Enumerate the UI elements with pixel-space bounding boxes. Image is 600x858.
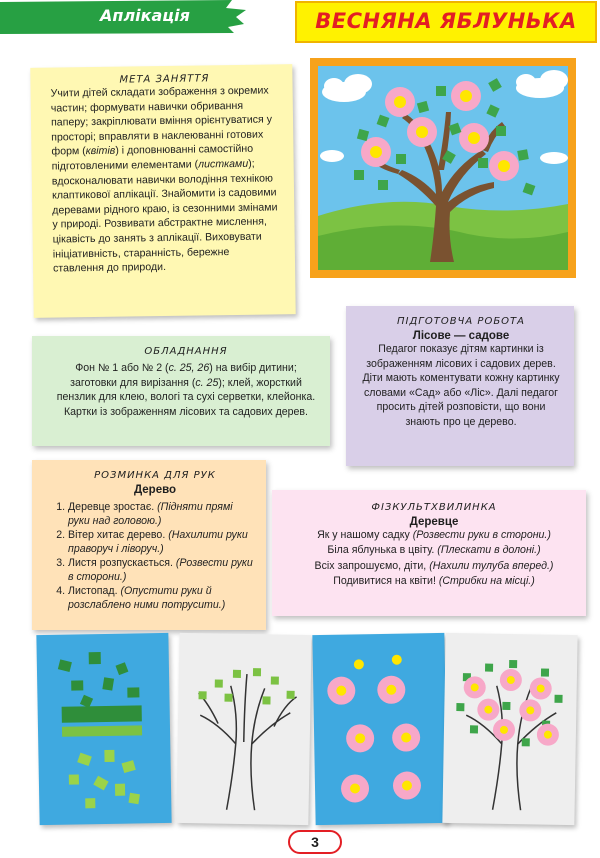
warmup-list bbox=[54, 500, 256, 612]
step-image-4 bbox=[442, 633, 577, 825]
prep-text: Педагог показує дітям картинки із зображенням лісових і садових дерев. Діти мають коментувати кожну картинку словами «Сад» або «Ліс». Далі педагог просить дітей розповісти, що вони знають про це дерево. bbox=[362, 343, 560, 428]
list-item: 2. Вітер хитає дерево. (Нахилити руки праворуч і ліворуч.) bbox=[68, 528, 256, 556]
list-item: 3. Листя розпускається. (Розвести руки в сторони.) bbox=[68, 556, 256, 584]
phys-line: Подивитися на квіти! (Стрибки на місці.) bbox=[333, 575, 535, 588]
equipment-heading: ОБЛАДНАННЯ bbox=[144, 346, 228, 357]
phys-line: Як у нашому садку (Розвести руки в сторони.) bbox=[317, 529, 551, 541]
apple-tree-illustration-frame bbox=[310, 58, 576, 278]
step-image-3 bbox=[312, 633, 447, 825]
physical-exercise-card bbox=[272, 490, 586, 616]
page-number: 3 bbox=[311, 834, 319, 850]
equipment-text: Фон № 1 або № 2 (с. 25, 26) на вибір дитини; заготовки для вирізання (с. 25); клей, жорсткий пензлик для клею, вологі та сухі серветки, клейонка. Картки із зображенням лісових та садових дерев. bbox=[56, 362, 316, 418]
apple-tree-illustration bbox=[318, 66, 568, 270]
phys-heading: ФІЗКУЛЬТХВИЛИНКА bbox=[371, 502, 497, 513]
section-label: Аплікація bbox=[100, 6, 190, 25]
page-title: ВЕСНЯНА ЯБЛУНЬКА bbox=[315, 9, 577, 33]
step-image-1 bbox=[36, 633, 171, 825]
page-number-badge bbox=[288, 830, 342, 854]
preparatory-work-card bbox=[346, 306, 574, 466]
list-item: 1. Деревце зростає. (Підняти прямі руки над головою.) bbox=[68, 500, 256, 528]
warmup-subtitle: Дерево bbox=[133, 484, 177, 496]
step-image-2 bbox=[176, 633, 311, 825]
finished-tree-icon bbox=[442, 633, 577, 825]
phys-subtitle: Деревце bbox=[409, 516, 459, 528]
prep-subtitle: Лісове — садове bbox=[412, 330, 510, 342]
list-item: 4. Листопад. (Опустити руки й розслаблено ними потрусити.) bbox=[68, 584, 256, 612]
prep-heading: ПІДГОТОВЧА РОБОТА bbox=[396, 316, 526, 327]
warmup-heading: РОЗМИНКА ДЛЯ РУК bbox=[94, 470, 216, 481]
flower-circles-icon bbox=[312, 633, 447, 825]
phys-line: Біла яблунька в цвіту. (Плескати в долоні.) bbox=[327, 544, 541, 557]
tree-outline-icon bbox=[176, 633, 311, 825]
section-tab bbox=[0, 0, 250, 34]
goal-text: Учити дітей складати зображення з окремих частин; формувати навички обривання паперу; закріплювати вміння орієнтуватися у просторі; вправляти в наклеюванні готових форм (квітів) і доповнюванні самостійно підготовленими елементами (листками); вдосконалювати навички володіння технікою клаптикової аплікації. Знайомити із садовими деревами рідного краю, із сезонними змінами у природі. Розвивати абстрактне мислення, цікавість до занять з аплікації. Виховувати ініціативність, старанність, бережне ставлення до природи. bbox=[50, 84, 278, 275]
goal-heading: МЕТА ЗАНЯТТЯ bbox=[119, 73, 210, 86]
equipment-card bbox=[32, 336, 330, 446]
apple-tree-image bbox=[318, 66, 568, 270]
goal-card bbox=[30, 64, 295, 318]
phys-line: Всіх запрошуємо, діти, (Нахили тулуба вперед.) bbox=[314, 559, 554, 572]
paper-scraps-icon bbox=[36, 633, 171, 825]
hand-warmup-card bbox=[32, 460, 266, 630]
page-title-banner bbox=[295, 1, 597, 43]
